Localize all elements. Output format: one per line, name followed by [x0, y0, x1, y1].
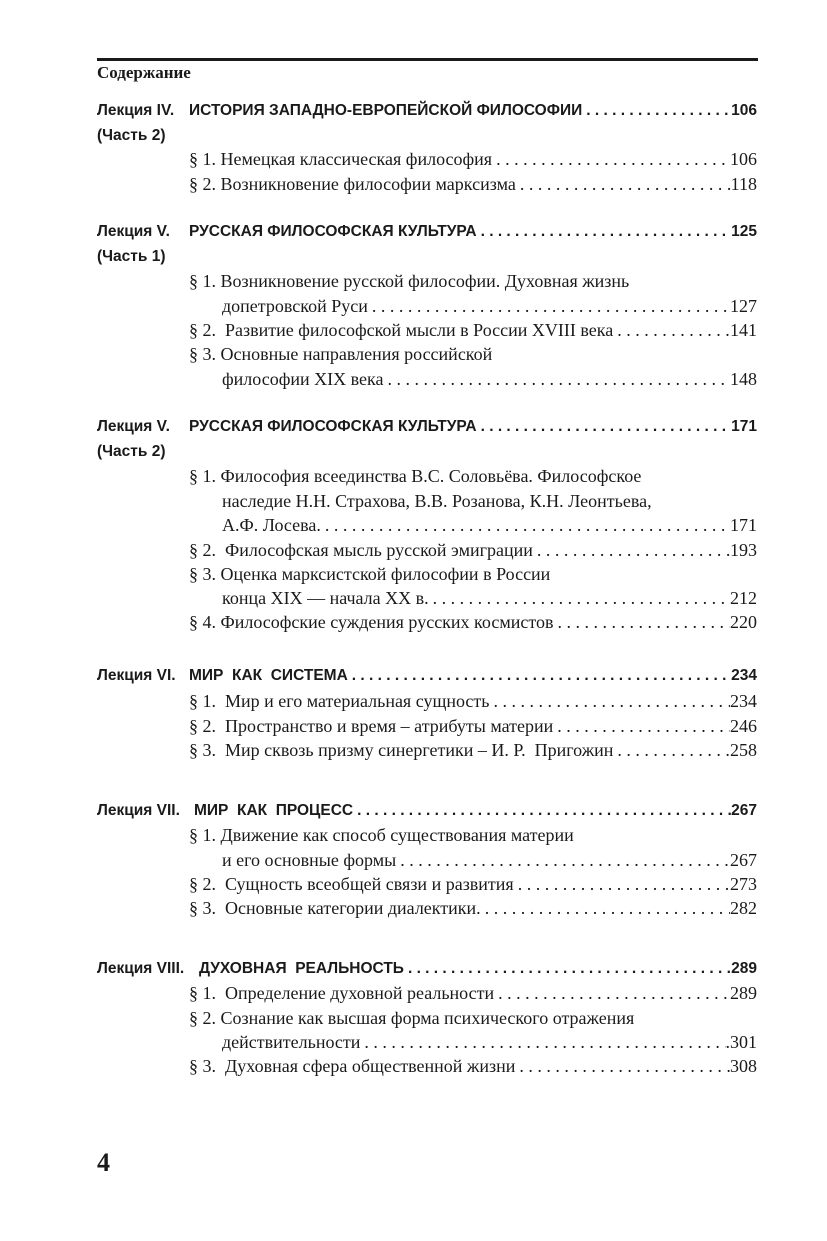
lecture-5a-section-1-line-1[interactable]: § 1. Возникновение русской философии. Духовная жизнь: [189, 271, 630, 291]
lecture-5b-title-row[interactable]: [189, 416, 757, 438]
lecture-5a-section-3-line-2[interactable]: [222, 368, 757, 390]
section-title: § 2. Философская мысль русской эмиграции: [189, 540, 533, 560]
lecture-4-label: Лекция IV.: [97, 102, 175, 119]
lecture-5b-section-3-line-1[interactable]: § 3. Оценка марксистской философии в России: [189, 564, 551, 584]
dot-leader: [348, 665, 731, 687]
dot-leader: [477, 221, 732, 243]
dot-leader: [477, 416, 732, 438]
lecture-5b-section-1-line-3[interactable]: [222, 514, 757, 536]
dot-leader: [404, 958, 731, 980]
lecture-7-label: Лекция VII.: [97, 802, 180, 819]
section-page: 267: [730, 850, 757, 870]
lecture-5a-label: Лекция V.: [97, 223, 170, 240]
dot-leader: [494, 982, 730, 1004]
section-title: § 1. Определение духовной реальности: [189, 983, 495, 1003]
dot-leader: [321, 514, 730, 536]
lecture-5b-title: РУССКАЯ ФИЛОСОФСКАЯ КУЛЬТУРА: [189, 418, 477, 435]
lecture-5b-section-2[interactable]: [189, 539, 757, 561]
section-title: § 1. Немецкая классическая философия: [189, 149, 493, 169]
section-title: § 2. Возникновение философии марксизма: [189, 174, 516, 194]
lecture-4-page: 106: [731, 102, 757, 119]
section-page: 171: [730, 515, 757, 535]
section-page: 234: [730, 691, 757, 711]
lecture-7-section-1-line-1[interactable]: § 1. Движение как способ существования материи: [189, 825, 574, 845]
dot-leader: [516, 173, 731, 195]
section-title: § 4. Философские суждения русских космистов: [189, 612, 554, 632]
dot-leader: [582, 100, 731, 122]
section-page: 273: [730, 874, 757, 894]
dot-leader: [613, 319, 730, 341]
lecture-8-title: ДУХОВНАЯ РЕАЛЬНОСТЬ: [199, 960, 404, 977]
lecture-5b-part: (Часть 2): [97, 443, 166, 460]
section-title-cont: и его основные формы: [222, 850, 397, 870]
lecture-4-section-1[interactable]: [189, 148, 757, 170]
lecture-6-section-2[interactable]: [189, 715, 757, 737]
section-page: 193: [730, 540, 757, 560]
lecture-5b-section-1-line-1[interactable]: § 1. Философия всеединства В.С. Соловьёва. Философское: [189, 466, 642, 486]
lecture-6-label: Лекция VI.: [97, 667, 176, 684]
lecture-8-section-3[interactable]: [189, 1055, 757, 1077]
section-title: § 3. Мир сквозь призму синергетики – И. Р. Пригожин: [189, 740, 614, 760]
lecture-5a-title-row[interactable]: [189, 221, 757, 243]
lecture-6-section-3[interactable]: [189, 739, 757, 761]
lecture-5a-section-1-line-2[interactable]: [222, 295, 757, 317]
lecture-8-section-2-line-1[interactable]: § 2. Сознание как высшая форма психического отражения: [189, 1008, 635, 1028]
section-title: § 2. Сущность всеобщей связи и развития: [189, 874, 514, 894]
section-page: 308: [730, 1056, 757, 1076]
dot-leader: [360, 1031, 725, 1053]
lecture-5a-part: (Часть 1): [97, 248, 166, 265]
lecture-7-title: МИР КАК ПРОЦЕСС: [194, 802, 354, 819]
lecture-7-section-3[interactable]: [189, 897, 757, 919]
lecture-8-title-row[interactable]: [199, 958, 757, 980]
section-page: 141: [730, 320, 757, 340]
lecture-5b-section-1-line-2[interactable]: наследие Н.Н. Страхова, В.В. Розанова, К.Н. Леонтьева,: [222, 491, 652, 511]
lecture-7-section-1-line-2[interactable]: [222, 849, 757, 871]
lecture-5a-title: РУССКАЯ ФИЛОСОФСКАЯ КУЛЬТУРА: [189, 223, 477, 240]
dot-leader: [514, 873, 730, 895]
lecture-7-title-row[interactable]: [194, 800, 757, 822]
lecture-6-section-1[interactable]: [189, 690, 757, 712]
dot-leader: [613, 739, 730, 761]
lecture-7-page: 267: [731, 802, 757, 819]
section-page: 289: [730, 983, 757, 1003]
section-page: 282: [730, 898, 757, 918]
running-header: Содержание: [97, 63, 191, 82]
dot-leader: [515, 1055, 730, 1077]
lecture-5b-label: Лекция V.: [97, 418, 170, 435]
dot-leader: [553, 611, 730, 633]
lecture-4-section-2[interactable]: [189, 173, 757, 195]
lecture-6-title-row[interactable]: [189, 665, 757, 687]
section-page: 220: [730, 612, 757, 632]
dot-leader: [481, 897, 730, 919]
lecture-5a-page: 125: [731, 223, 757, 240]
section-page: 118: [730, 174, 757, 194]
dot-leader: [353, 800, 731, 822]
lecture-7-section-2[interactable]: [189, 873, 757, 895]
page-number: 4: [97, 1148, 110, 1177]
section-page: 246: [730, 716, 757, 736]
section-title-cont: действительности: [222, 1032, 361, 1052]
lecture-4-title-row[interactable]: [189, 100, 757, 122]
section-page: 258: [730, 740, 757, 760]
lecture-8-page: 289: [731, 960, 757, 977]
section-page: 106: [730, 149, 757, 169]
section-title: § 2. Пространство и время – атрибуты материи: [189, 716, 554, 736]
section-title-cont: философии XIX века: [222, 369, 384, 389]
section-page: 148: [730, 369, 757, 389]
lecture-8-section-1[interactable]: [189, 982, 757, 1004]
dot-leader: [368, 295, 730, 317]
dot-leader: [553, 715, 730, 737]
dot-leader: [429, 587, 730, 609]
dot-leader: [489, 690, 730, 712]
lecture-6-title: МИР КАК СИСТЕМА: [189, 667, 348, 684]
lecture-5b-section-3-line-2[interactable]: [222, 587, 757, 609]
lecture-5a-section-2[interactable]: [189, 319, 757, 341]
dot-leader: [396, 849, 730, 871]
section-title-cont: конца XIX — начала XX в.: [222, 588, 429, 608]
section-title-cont: допетровской Руси: [222, 296, 368, 316]
dot-leader: [533, 539, 730, 561]
lecture-5b-page: 171: [731, 418, 757, 435]
dot-leader: [383, 368, 730, 390]
section-title-cont: А.Ф. Лосева.: [222, 515, 321, 535]
lecture-8-label: Лекция VIII.: [97, 960, 185, 977]
dot-leader: [492, 148, 730, 170]
lecture-8-section-2-line-2[interactable]: [222, 1031, 757, 1053]
section-title: § 1. Мир и его материальная сущность: [189, 691, 490, 711]
section-page: .301: [725, 1032, 757, 1052]
lecture-5b-section-4[interactable]: [189, 611, 757, 633]
section-title: § 3. Духовная сфера общественной жизни: [189, 1056, 516, 1076]
lecture-4-part: (Часть 2): [97, 127, 166, 144]
lecture-6-page: 234: [731, 667, 757, 684]
section-title: § 3. Основные категории диалектики.: [189, 898, 481, 918]
header-rule: [97, 58, 758, 61]
lecture-5a-section-3-line-1[interactable]: § 3. Основные направления российской: [189, 344, 493, 364]
lecture-4-title: ИСТОРИЯ ЗАПАДНО-ЕВРОПЕЙСКОЙ ФИЛОСОФИИ: [189, 102, 583, 119]
section-page: 212: [730, 588, 757, 608]
section-page: 127: [730, 296, 757, 316]
section-title: § 2. Развитие философской мысли в России XVIII века: [189, 320, 614, 340]
